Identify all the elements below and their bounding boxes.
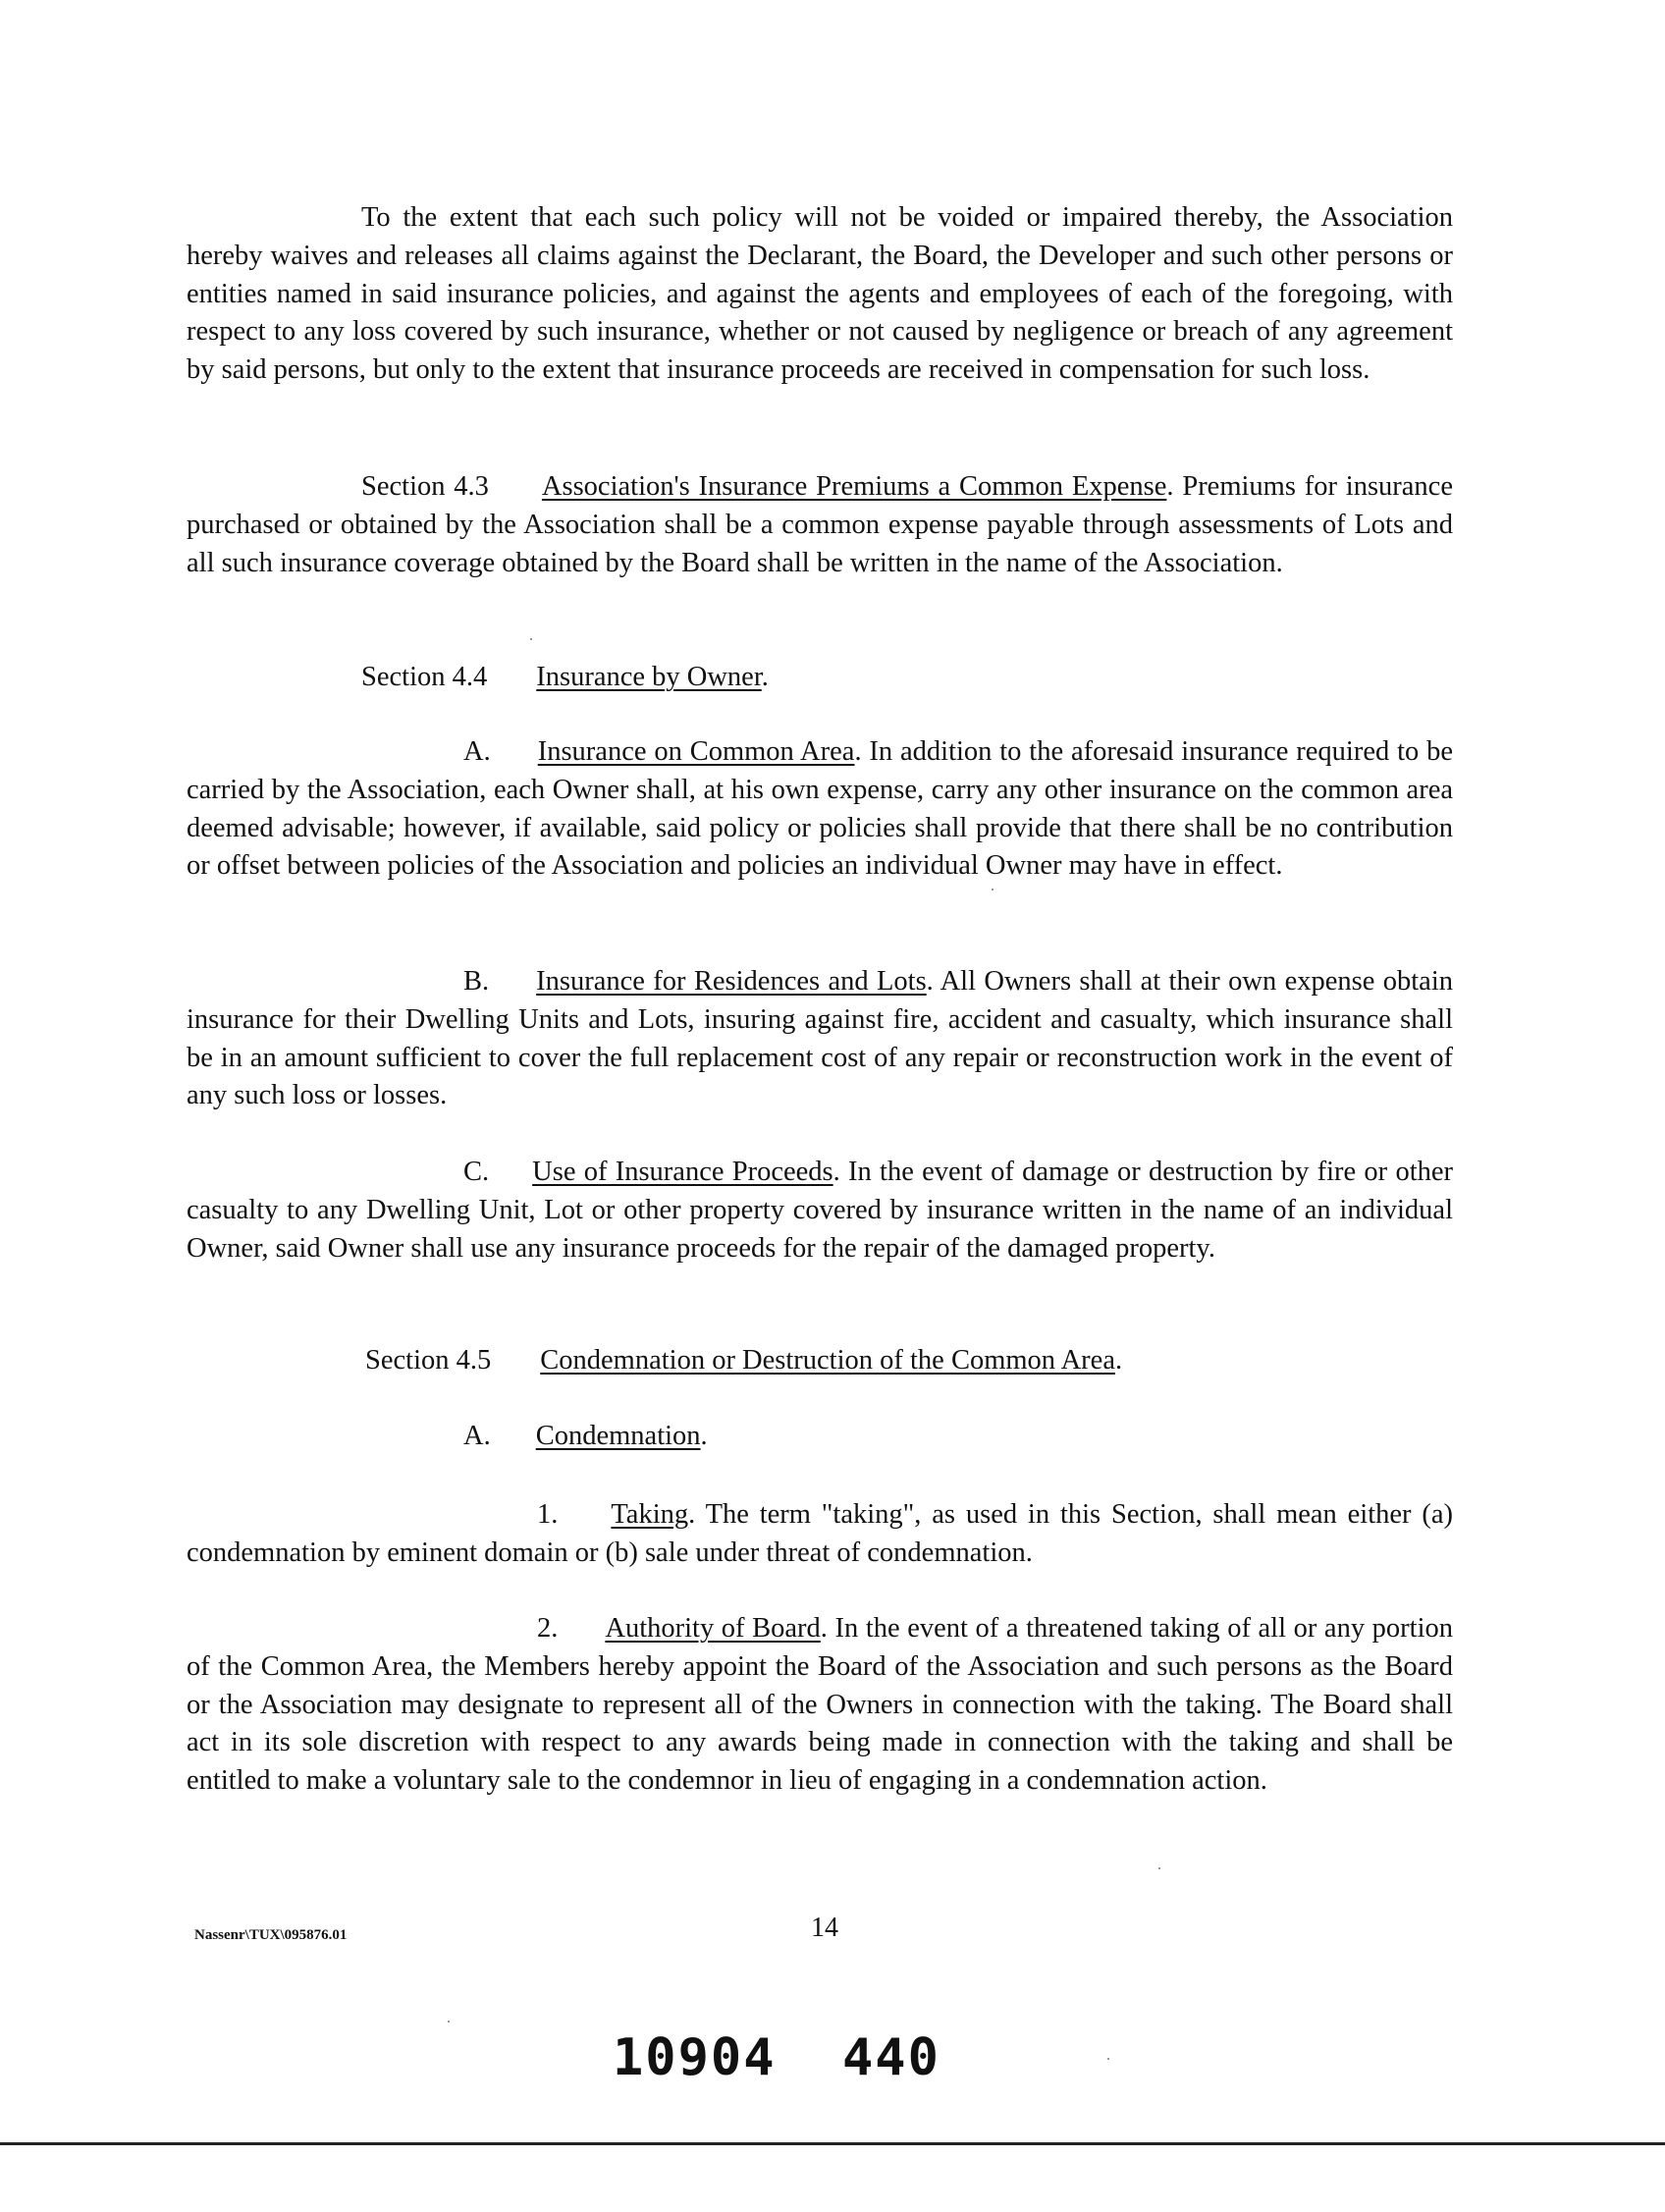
section-4-3-body: . Premiums for insurance purchased or obtained by the Association shall be a common expense payable through assessments of Lots and all such insurance coverage obtained by the Board shall be written in the name of the Association. — [187, 471, 1453, 578]
section-4-5-a-title: Condemnation — [535, 1421, 701, 1451]
item-2-authority-paragraph — [187, 1610, 1453, 1801]
recording-stamp-book: 10904 — [613, 2028, 777, 2087]
item-1-label: 1. — [537, 1499, 559, 1530]
section-4-4-c-body: . In the event of damage or destruction by fire or other casualty to any Dwelling Unit, Lot or other property covered by insurance written in the name of an individual Owner, said Owner shall use any insurance proceeds for the repair of the damaged property. — [187, 1157, 1453, 1264]
footer-page-number: 14 — [811, 1913, 838, 1943]
paragraph-waiver: To the extent that each such policy will not be voided or impaired thereby, the Association hereby waives and releases all claims against the Declarant, the Board, the Developer and such other persons or entities named in said insurance policies, and against the agents and employees of each of the foregoing, with respect to any loss covered by such insurance, whether or not caused by negligence or breach of any agreement by said persons, but only to the extent that insurance proceeds are received in compensation for such loss. — [187, 202, 1453, 386]
section-4-5-heading — [365, 1345, 1122, 1376]
scan-speck — [448, 2021, 450, 2023]
scan-speck — [530, 638, 532, 640]
section-4-5-title: Condemnation or Destruction of the Common Area — [540, 1345, 1115, 1376]
item-1-taking-paragraph — [187, 1496, 1453, 1573]
item-2-title: Authority of Board — [605, 1613, 821, 1644]
section-4-4-b-label: B. — [463, 966, 490, 997]
item-1-body: . The term "taking", as used in this Section, shall mean either (a) condemnation by eminent domain or (b) sale under threat of condemnation. — [187, 1499, 1453, 1568]
section-4-3-paragraph — [187, 468, 1453, 582]
section-4-4-a-body: . In addition to the aforesaid insurance required to be carried by the Association, each Owner shall, at his own expense, carry any other insurance on the common area deemed advisable; however, if available, said policy or policies shall provide that there shall be no contribution or offset between policies of the Association and policies an individual Owner may have in effect. — [187, 736, 1453, 882]
bottom-rule — [0, 2142, 1665, 2145]
recording-stamp-page: 440 — [842, 2028, 940, 2087]
section-4-3-number: Section 4.3 — [361, 471, 489, 502]
scan-speck — [992, 889, 994, 890]
section-4-5-a-label: A. — [463, 1421, 491, 1451]
section-4-4-b-body: . All Owners shall at their own expense obtain insurance for their Dwelling Units and Lots, insuring against fire, accident and casualty, which insurance shall be in an amount sufficient to cover the full replacement cost of any repair or reconstruction work in the event of any such loss or losses. — [187, 966, 1453, 1111]
section-4-4-period: . — [761, 662, 769, 692]
section-4-4-b-paragraph — [187, 963, 1453, 1115]
section-4-4-title: Insurance by Owner — [536, 662, 762, 692]
section-4-4-c-label: C. — [463, 1157, 490, 1187]
section-4-4-b-title: Insurance for Residences and Lots — [536, 966, 927, 997]
section-4-5-a-heading — [463, 1421, 708, 1452]
section-4-4-a-label: A. — [463, 736, 491, 767]
footer-file-reference: Nassenr\TUX\095876.01 — [194, 1927, 348, 1943]
section-4-4-heading — [361, 662, 769, 693]
section-4-4-a-paragraph — [187, 733, 1453, 886]
section-4-4-c-paragraph — [187, 1154, 1453, 1268]
section-4-5-a-period: . — [700, 1421, 708, 1451]
section-4-5-period: . — [1114, 1345, 1123, 1376]
section-4-4-c-title: Use of Insurance Proceeds — [532, 1157, 833, 1187]
item-2-body: . In the event of a threatened taking of all or any portion of the Common Area, the Members hereby appoint the Board of the Association and such persons as the Board or the Association may designate to represent all of the Owners in connection with the taking. The Board shall act in its sole discretion with respect to any awards being made in connection with the taking and shall be entitled to make a voluntary sale to the condemnor in lieu of engaging in a condemnation action. — [187, 1613, 1454, 1797]
section-4-4-a-title: Insurance on Common Area — [537, 736, 855, 767]
section-4-4-number: Section 4.4 — [361, 662, 488, 692]
scan-speck — [1107, 2058, 1109, 2060]
scan-speck — [1158, 1867, 1160, 1869]
section-4-5-number: Section 4.5 — [365, 1345, 492, 1376]
section-4-3-title: Association's Insurance Premiums a Common Expense — [541, 471, 1167, 502]
item-1-title: Taking — [611, 1499, 689, 1530]
item-2-label: 2. — [537, 1613, 559, 1644]
